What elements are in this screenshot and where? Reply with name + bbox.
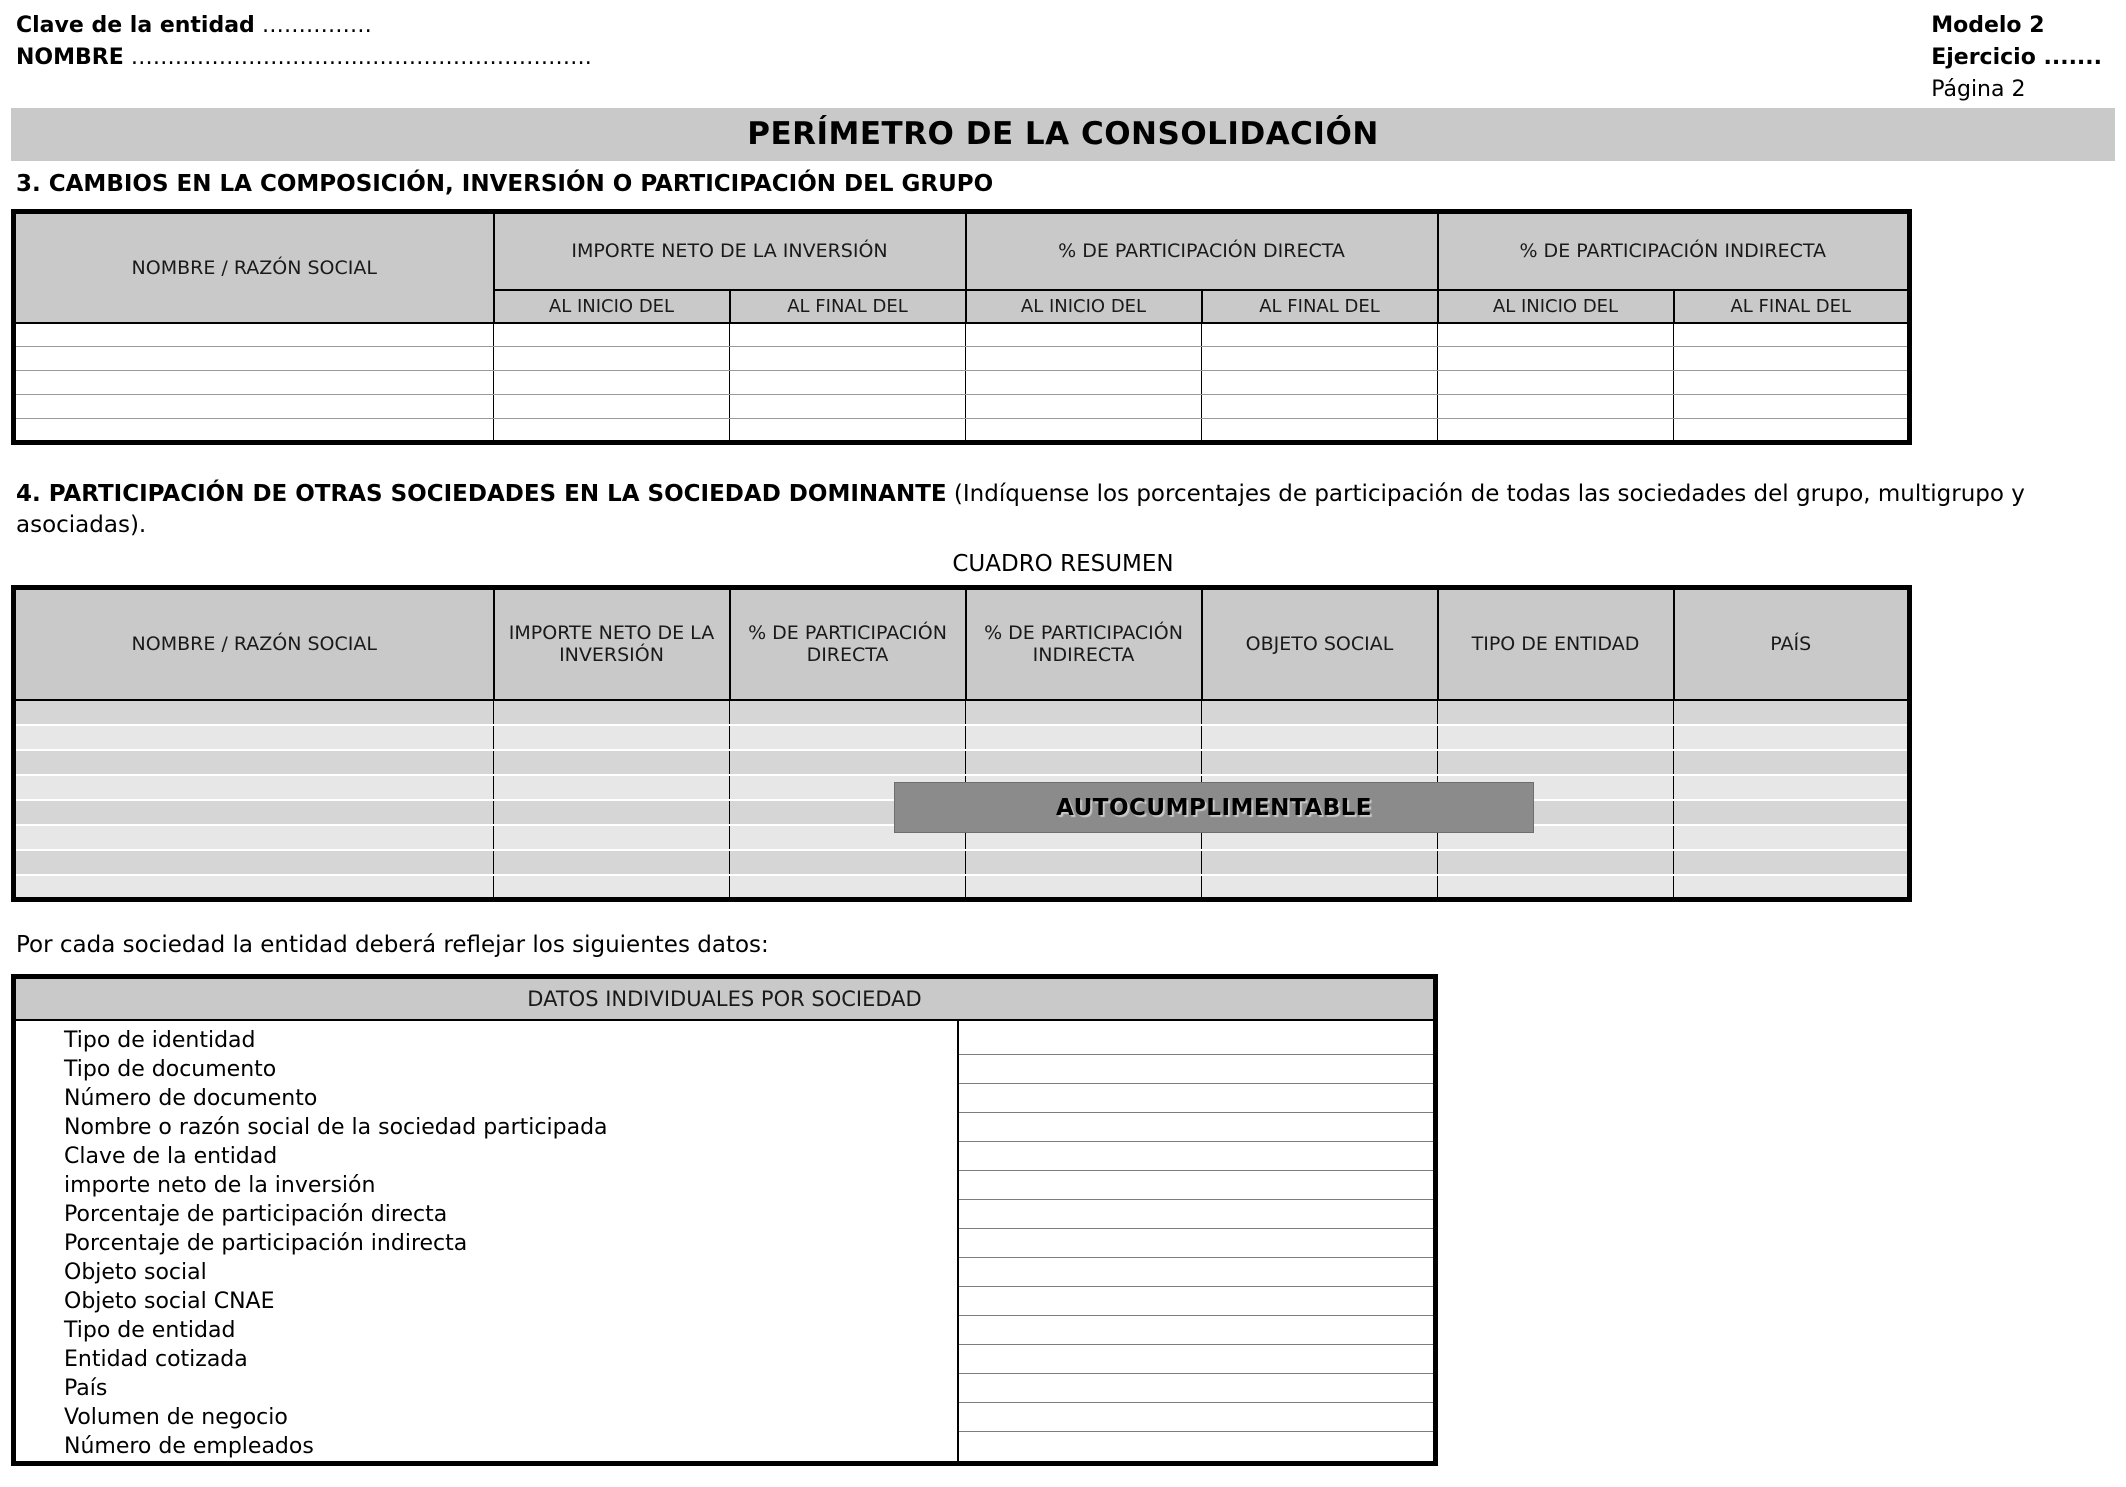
empty-cell xyxy=(1438,347,1674,371)
empty-cell xyxy=(1202,875,1438,900)
summary-table xyxy=(11,585,1912,902)
summary-table-header-row xyxy=(14,588,1910,700)
empty-cell xyxy=(494,395,730,419)
entity-identification xyxy=(16,10,592,106)
empty-cell xyxy=(494,371,730,395)
individual-data-table xyxy=(11,974,1438,1466)
empty-table-row xyxy=(14,395,1910,419)
empty-cell xyxy=(494,825,730,850)
empty-cell xyxy=(494,800,730,825)
field-label: Tipo de documento xyxy=(64,1057,277,1082)
empty-cell xyxy=(494,750,730,775)
empty-cell xyxy=(730,347,966,371)
empty-cell xyxy=(730,395,966,419)
empty-cell xyxy=(1202,850,1438,875)
empty-cell xyxy=(1202,750,1438,775)
empty-cell xyxy=(14,347,494,371)
summary-table-title: CUADRO RESUMEN xyxy=(952,551,1174,577)
field-label: importe neto de la inversión xyxy=(64,1173,376,1198)
empty-cell xyxy=(494,700,730,725)
autocumplimentable-overlay: AUTOCUMPLIMENTABLE xyxy=(894,782,1534,833)
field-labels-column xyxy=(16,1021,959,1461)
empty-cell xyxy=(494,850,730,875)
field-value-cell xyxy=(959,1403,1433,1432)
field-values-column xyxy=(959,1021,1433,1461)
empty-cell xyxy=(14,800,494,825)
col-header-tipo-entidad: TIPO DE ENTIDAD xyxy=(1438,588,1674,700)
empty-cell xyxy=(1674,725,1910,750)
subheader-al-final: AL FINAL DEL xyxy=(1674,290,1910,323)
entity-name-label: NOMBRE xyxy=(16,45,124,70)
empty-cell xyxy=(14,700,494,725)
empty-cell xyxy=(14,725,494,750)
empty-table-row xyxy=(14,725,1910,750)
section4-heading-bold: 4. PARTICIPACIÓN DE OTRAS SOCIEDADES EN LA SOCIEDAD DOMINANTE xyxy=(16,481,947,507)
empty-cell xyxy=(730,700,966,725)
empty-cell xyxy=(730,419,966,443)
field-label: Número de documento xyxy=(64,1086,318,1111)
empty-cell xyxy=(1674,800,1910,825)
field-value-cell xyxy=(959,1200,1433,1229)
empty-cell xyxy=(966,323,1202,347)
field-value-cell xyxy=(959,1287,1433,1316)
entity-key-label: Clave de la entidad xyxy=(16,13,255,38)
empty-cell xyxy=(1438,323,1674,347)
empty-cell xyxy=(966,371,1202,395)
empty-cell xyxy=(730,850,966,875)
empty-cell xyxy=(1202,347,1438,371)
empty-cell xyxy=(966,875,1202,900)
field-value-cell xyxy=(959,1345,1433,1374)
field-label: País xyxy=(64,1376,108,1401)
summary-table-wrapper xyxy=(11,585,1912,902)
empty-cell xyxy=(494,775,730,800)
empty-cell xyxy=(966,725,1202,750)
changes-table xyxy=(11,209,1912,445)
empty-cell xyxy=(494,875,730,900)
empty-cell xyxy=(1674,395,1910,419)
empty-cell xyxy=(14,395,494,419)
empty-table-row xyxy=(14,850,1910,875)
entity-name-line xyxy=(16,42,592,74)
page-header xyxy=(0,0,2126,106)
subheader-al-final: AL FINAL DEL xyxy=(1202,290,1438,323)
section4-heading-note: (Indíquense los porcentajes de participación de todas las sociedades del grupo, multigrupo y asociadas). xyxy=(16,481,2025,538)
empty-cell xyxy=(14,371,494,395)
col-header-importe-neto: IMPORTE NETO DE LA INVERSIÓN xyxy=(494,588,730,700)
entity-key-line xyxy=(16,10,592,42)
empty-cell xyxy=(966,395,1202,419)
field-value-cell xyxy=(959,1084,1433,1113)
individual-data-table-body xyxy=(16,1021,1433,1461)
empty-cell xyxy=(14,750,494,775)
page-number: Página 2 xyxy=(1931,77,2026,102)
empty-cell xyxy=(730,750,966,775)
empty-cell xyxy=(1674,419,1910,443)
empty-cell xyxy=(1202,323,1438,347)
empty-cell xyxy=(1674,875,1910,900)
field-value-cell xyxy=(959,1432,1433,1461)
empty-cell xyxy=(1674,775,1910,800)
empty-table-row xyxy=(14,347,1910,371)
field-value-cell xyxy=(959,1374,1433,1403)
form-meta xyxy=(1931,10,2102,106)
empty-cell xyxy=(1674,850,1910,875)
empty-table-row xyxy=(14,371,1910,395)
empty-cell xyxy=(1438,700,1674,725)
empty-cell xyxy=(1202,419,1438,443)
empty-cell xyxy=(1438,875,1674,900)
empty-cell xyxy=(730,371,966,395)
empty-cell xyxy=(1438,419,1674,443)
section3-heading: 3. CAMBIOS EN LA COMPOSICIÓN, INVERSIÓN O PARTICIPACIÓN DEL GRUPO xyxy=(16,171,994,197)
col-header-objeto-social: OBJETO SOCIAL xyxy=(1202,588,1438,700)
empty-cell xyxy=(494,725,730,750)
empty-cell xyxy=(1674,750,1910,775)
per-society-intro: Por cada sociedad la entidad deberá reflejar los siguientes datos: xyxy=(16,932,769,958)
empty-cell xyxy=(14,419,494,443)
entity-key-dotted-line: …………… xyxy=(261,13,372,38)
empty-table-row xyxy=(14,700,1910,725)
field-label: Entidad cotizada xyxy=(64,1347,248,1372)
empty-cell xyxy=(1438,395,1674,419)
field-value-cell xyxy=(959,1142,1433,1171)
field-label: Objeto social CNAE xyxy=(64,1289,275,1314)
entity-name-dotted-line: …………………………..…………………………. xyxy=(130,45,592,70)
col-header-participacion-indirecta: % DE PARTICIPACIÓN INDIRECTA xyxy=(966,588,1202,700)
col-header-pais: PAÍS xyxy=(1674,588,1910,700)
empty-cell xyxy=(1674,700,1910,725)
field-value-cell xyxy=(959,1026,1433,1055)
empty-cell xyxy=(966,750,1202,775)
empty-cell xyxy=(1202,725,1438,750)
empty-cell xyxy=(494,347,730,371)
empty-cell xyxy=(1674,323,1910,347)
empty-cell xyxy=(1438,750,1674,775)
subheader-al-inicio: AL INICIO DEL xyxy=(1438,290,1674,323)
empty-cell xyxy=(966,700,1202,725)
field-label: Porcentaje de participación directa xyxy=(64,1202,448,1227)
page-title: PERÍMETRO DE LA CONSOLIDACIÓN xyxy=(11,108,2115,161)
empty-cell xyxy=(1202,395,1438,419)
empty-cell xyxy=(1438,850,1674,875)
empty-cell xyxy=(1202,371,1438,395)
subheader-al-inicio: AL INICIO DEL xyxy=(494,290,730,323)
empty-cell xyxy=(1674,371,1910,395)
empty-table-row xyxy=(14,875,1910,900)
field-value-cell xyxy=(959,1055,1433,1084)
empty-cell xyxy=(14,323,494,347)
col-group-importe-neto: IMPORTE NETO DE LA INVERSIÓN xyxy=(494,212,966,290)
empty-table-row xyxy=(14,323,1910,347)
field-label: Clave de la entidad xyxy=(64,1144,278,1169)
individual-data-table-title: DATOS INDIVIDUALES POR SOCIEDAD xyxy=(16,979,1433,1021)
section4-heading xyxy=(16,479,2106,541)
col-header-nombre-razon-social: NOMBRE / RAZÓN SOCIAL xyxy=(14,588,494,700)
field-value-cell xyxy=(959,1229,1433,1258)
empty-cell xyxy=(14,775,494,800)
col-header-nombre-razon-social: NOMBRE / RAZÓN SOCIAL xyxy=(14,212,494,323)
empty-cell xyxy=(1674,825,1910,850)
field-label: Porcentaje de participación indirecta xyxy=(64,1231,468,1256)
field-value-cell xyxy=(959,1258,1433,1287)
changes-table-header-row xyxy=(14,212,1910,290)
empty-cell xyxy=(1674,347,1910,371)
field-value-cell xyxy=(959,1113,1433,1142)
empty-cell xyxy=(494,323,730,347)
col-group-participacion-indirecta: % DE PARTICIPACIÓN INDIRECTA xyxy=(1438,212,1910,290)
subheader-al-inicio: AL INICIO DEL xyxy=(966,290,1202,323)
empty-cell xyxy=(494,419,730,443)
field-value-cell xyxy=(959,1316,1433,1345)
empty-cell xyxy=(730,725,966,750)
subheader-al-final: AL FINAL DEL xyxy=(730,290,966,323)
empty-cell xyxy=(730,323,966,347)
empty-cell xyxy=(966,419,1202,443)
field-label: Volumen de negocio xyxy=(64,1405,288,1430)
empty-cell xyxy=(1438,371,1674,395)
col-group-participacion-directa: % DE PARTICIPACIÓN DIRECTA xyxy=(966,212,1438,290)
empty-cell xyxy=(14,825,494,850)
empty-cell xyxy=(14,850,494,875)
field-label: Objeto social xyxy=(64,1260,207,1285)
col-header-participacion-directa: % DE PARTICIPACIÓN DIRECTA xyxy=(730,588,966,700)
field-label: Nombre o razón social de la sociedad participada xyxy=(64,1115,608,1140)
empty-cell xyxy=(966,347,1202,371)
empty-cell xyxy=(730,875,966,900)
field-label: Número de empleados xyxy=(64,1434,314,1459)
field-label: Tipo de entidad xyxy=(64,1318,236,1343)
empty-table-row xyxy=(14,750,1910,775)
empty-table-row xyxy=(14,419,1910,443)
field-label: Tipo de identidad xyxy=(64,1028,256,1053)
field-value-cell xyxy=(959,1171,1433,1200)
empty-cell xyxy=(1202,700,1438,725)
exercise-label: Ejercicio ....... xyxy=(1931,45,2102,70)
empty-cell xyxy=(966,850,1202,875)
model-label: Modelo 2 xyxy=(1931,13,2045,38)
empty-cell xyxy=(1438,725,1674,750)
empty-cell xyxy=(14,875,494,900)
